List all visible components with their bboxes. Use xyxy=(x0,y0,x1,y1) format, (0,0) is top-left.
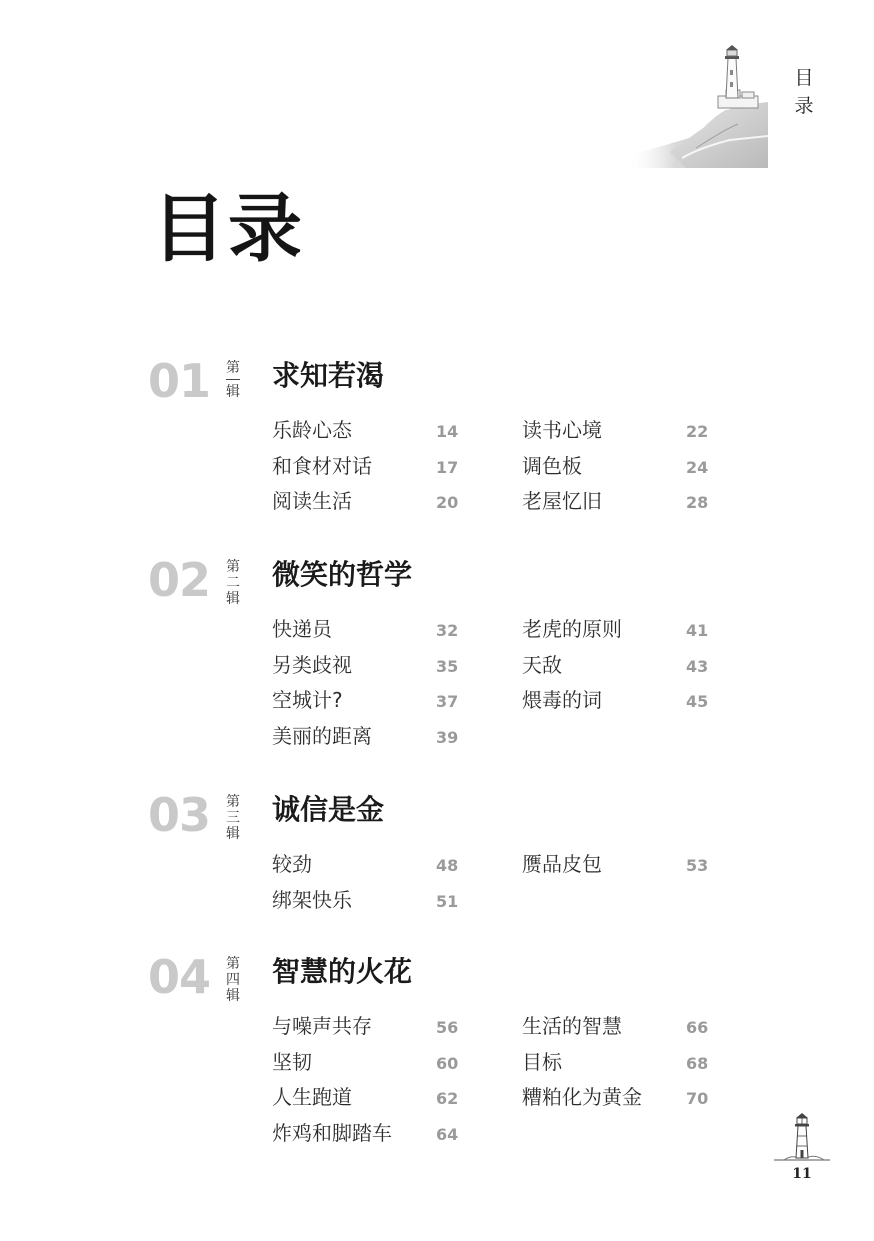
toc-entry[interactable] xyxy=(522,1047,722,1077)
page-title: 目录 xyxy=(152,186,304,272)
entry-page-number: 60 xyxy=(436,1054,459,1073)
entry-title: 天敌 xyxy=(522,653,562,677)
section-number: 03 xyxy=(148,788,211,842)
entry-page-number: 51 xyxy=(436,892,459,911)
section-label-char: 辑 xyxy=(226,826,240,842)
toc-entry[interactable] xyxy=(272,486,472,516)
entry-page-number: 48 xyxy=(436,856,459,875)
section-label-char: 二 xyxy=(226,575,240,591)
section-label xyxy=(224,794,242,842)
entry-page-number: 53 xyxy=(686,856,709,875)
entry-title: 美丽的距离 xyxy=(272,724,372,748)
toc-entry[interactable] xyxy=(522,650,722,680)
section-label xyxy=(224,360,242,400)
entry-page-number: 20 xyxy=(436,493,459,512)
entry-page-number: 14 xyxy=(436,422,459,441)
section-label xyxy=(224,956,242,1004)
toc-entry[interactable] xyxy=(272,685,472,715)
entry-page-number: 56 xyxy=(436,1018,459,1037)
entry-page-number: 17 xyxy=(436,458,459,477)
section-title: 智慧的火花 xyxy=(272,955,413,988)
lighthouse-icon xyxy=(774,1112,830,1164)
section-number: 04 xyxy=(148,950,211,1004)
entry-page-number: 35 xyxy=(436,657,459,676)
toc-entry[interactable] xyxy=(272,721,472,751)
entry-page-number: 39 xyxy=(436,728,459,747)
toc-entry[interactable] xyxy=(272,1118,472,1148)
entry-title: 快递员 xyxy=(272,617,332,641)
entry-page-number: 45 xyxy=(686,692,709,711)
entry-title: 绑架快乐 xyxy=(272,888,352,912)
entry-title: 另类歧视 xyxy=(272,653,352,677)
entry-title: 目标 xyxy=(522,1050,562,1074)
entry-title: 生活的智慧 xyxy=(522,1014,622,1038)
section-label-char: 四 xyxy=(226,972,240,988)
page-number: 11 xyxy=(792,1166,812,1182)
toc-entry[interactable] xyxy=(522,415,722,445)
entry-page-number: 22 xyxy=(686,422,709,441)
entry-title: 和食材对话 xyxy=(272,454,372,478)
section-label-char: 第 xyxy=(226,360,240,376)
entry-title: 空城计? xyxy=(272,688,343,712)
section-title: 诚信是金 xyxy=(272,793,385,826)
entry-page-number: 28 xyxy=(686,493,709,512)
toc-entry[interactable] xyxy=(272,849,472,879)
entry-title: 人生跑道 xyxy=(272,1085,352,1109)
section-title: 微笑的哲学 xyxy=(272,558,413,591)
toc-entry[interactable] xyxy=(272,415,472,445)
toc-entry[interactable] xyxy=(522,1011,722,1041)
toc-entry[interactable] xyxy=(522,1082,722,1112)
running-title xyxy=(792,64,816,120)
toc-entry[interactable] xyxy=(522,451,722,481)
entry-page-number: 24 xyxy=(686,458,709,477)
section-label-char: 第 xyxy=(226,559,240,575)
toc-entry[interactable] xyxy=(522,685,722,715)
section-label-divider xyxy=(226,379,240,380)
entry-page-number: 32 xyxy=(436,621,459,640)
section-label-char: 三 xyxy=(226,810,240,826)
entry-title: 糟粕化为黄金 xyxy=(522,1085,642,1109)
entry-page-number: 64 xyxy=(436,1125,459,1144)
lighthouse-illustration xyxy=(626,44,768,168)
toc-entry[interactable] xyxy=(272,650,472,680)
entry-page-number: 62 xyxy=(436,1089,459,1108)
entry-title: 阅读生活 xyxy=(272,489,352,513)
entry-title: 老虎的原则 xyxy=(522,617,622,641)
toc-entry[interactable] xyxy=(272,1047,472,1077)
section-label-char: 辑 xyxy=(226,988,240,1004)
entry-title: 与噪声共存 xyxy=(272,1014,372,1038)
section-number: 02 xyxy=(148,553,211,607)
entry-title: 较劲 xyxy=(272,852,312,876)
entry-title: 调色板 xyxy=(522,454,582,478)
toc-entry[interactable] xyxy=(522,614,722,644)
section-label-char: 辑 xyxy=(226,384,240,400)
entry-page-number: 37 xyxy=(436,692,459,711)
toc-entry[interactable] xyxy=(272,1011,472,1041)
entry-title: 读书心境 xyxy=(522,418,602,442)
section-label-char: 辑 xyxy=(226,591,240,607)
section-number: 01 xyxy=(148,354,211,408)
section-label-char: 第 xyxy=(226,794,240,810)
entry-page-number: 41 xyxy=(686,621,709,640)
running-title-char: 录 xyxy=(794,95,814,117)
entry-page-number: 70 xyxy=(686,1089,709,1108)
entry-page-number: 68 xyxy=(686,1054,709,1073)
toc-entry[interactable] xyxy=(272,885,472,915)
entry-page-number: 43 xyxy=(686,657,709,676)
toc-entry[interactable] xyxy=(272,614,472,644)
running-title-char: 目 xyxy=(794,67,814,89)
toc-entry[interactable] xyxy=(272,451,472,481)
section-label xyxy=(224,559,242,607)
entry-title: 赝品皮包 xyxy=(522,852,602,876)
toc-entry[interactable] xyxy=(522,849,722,879)
entry-title: 坚韧 xyxy=(272,1050,312,1074)
section-title: 求知若渴 xyxy=(272,359,385,392)
section-label-char: 第 xyxy=(226,956,240,972)
toc-entry[interactable] xyxy=(522,486,722,516)
entry-title: 乐龄心态 xyxy=(272,418,352,442)
entry-title: 炸鸡和脚踏车 xyxy=(272,1121,392,1145)
entry-title: 煨毒的词 xyxy=(522,688,602,712)
entry-title: 老屋忆旧 xyxy=(522,489,602,513)
entry-page-number: 66 xyxy=(686,1018,709,1037)
toc-entry[interactable] xyxy=(272,1082,472,1112)
